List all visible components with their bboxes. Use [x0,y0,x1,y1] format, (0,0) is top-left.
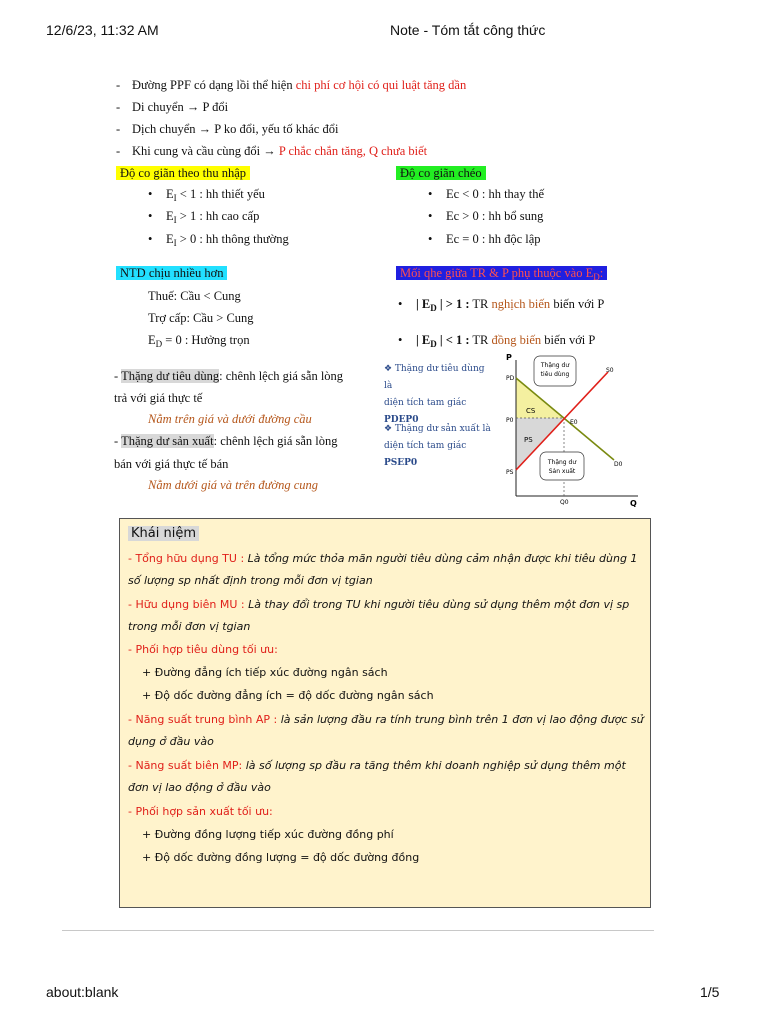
income-elasticity-item: • $E_I > 0$ : hh thông thường [148,232,289,248]
cross-elasticity-item: • Ec > 0 : hh bổ sung [428,209,544,223]
x-axis-label: Q [630,499,637,508]
income-elasticity-title: Độ co giãn theo thu nhập [116,165,250,181]
concept-line: + Đường đẳng ích tiếp xúc đường ngân sách [142,666,388,679]
label-p0: P0 [506,417,514,424]
print-datetime: 12/6/23, 11:32 AM [46,22,159,38]
label-pd: PD [506,375,515,382]
consumer-surplus-def: - Thặng dư tiêu dùng: chênh lệch giá sẵn lòng [114,369,344,383]
producer-surplus-def-cont: bán với giá thực tế bán [114,457,229,471]
cs-area-label: CS [526,407,536,415]
concept-line: + Đường đồng lượng tiếp xúc đường đồng phí [142,828,394,841]
concept-line: số lượng sp nhất định trong mỗi đơn vị tgian [128,574,373,587]
label-q0: Q0 [560,499,569,506]
cross-elasticity-title: Độ co giãn chéo [396,165,486,181]
page-divider [62,930,654,931]
label-d0: D0 [614,461,623,468]
concept-line: - Phối hợp sản xuất tối ưu: [128,805,273,818]
bullet-movement: - Di chuyển → P đổi [116,100,229,114]
footer-url: about:blank [46,984,119,1000]
consumer-surplus-def-cont: trả với giá thực tế [114,391,203,405]
concepts-box [119,518,651,908]
concept-line: - Phối hợp tiêu dùng tối ưu: [128,643,278,656]
tax-burden-title: NTD chịu nhiều hơn [116,265,227,281]
concept-line: dụng ở đầu vào [128,735,214,748]
concept-line: - Tổng hữu dụng TU : Là tổng mức thỏa mãn người tiêu dùng cảm nhận được khi tiêu dùng 1 [128,552,638,565]
cs-callout-line2: tiêu dùng [540,371,570,378]
concept-line: + Độ dốc đường đồng lượng = độ dốc đường đồng [142,851,420,864]
concept-line: - Hữu dụng biên MU : Là thay đổi trong TU khi người tiêu dùng sử dụng thêm một đơn vị sp [128,598,630,611]
page-title: Note - Tóm tắt công thức [390,22,546,38]
consumer-surplus-note: Nằm trên giá và dưới đường cầu [148,412,312,426]
bullet-ppf: - Đường PPF có dạng lồi thể hiện chi phí cơ hội có qui luật tăng dần [116,78,467,92]
subsidy-line: Trợ cấp: Cầu > Cung [148,311,254,325]
concept-line: + Độ dốc đường đẳng ích = độ dốc đường ngân sách [142,689,434,702]
tr-elastic-item: • | $E_D$ | > 1 : TR nghịch biến biến với P [398,297,605,313]
y-axis-label: P [506,353,512,362]
income-elasticity-item: • $E_I < 1$ : hh thiết yếu [148,187,265,203]
producer-surplus-note: Nằm dưới giá và trên đường cung [148,478,319,492]
label-e0: E0 [570,419,578,426]
tax-line: Thuế: Cầu < Cung [148,289,241,303]
tr-relation-title: Mối qhe giữa TR & P phụ thuộc vào $E_D$: [396,265,607,285]
tr-inelastic-item: • | $E_D$ | < 1 : TR đồng biến biến với P [398,333,596,349]
label-ps: PS [506,469,514,476]
cs-callout-line1: Thặng dư [540,362,570,369]
concept-line: - Năng suất trung bình AP : là sản lượng đầu ra tính trung bình trên 1 đơn vị lao động được sử [128,713,644,726]
bullet-both-change: - Khi cung và cầu cùng đổi → P chắc chắn tăng, Q chưa biết [116,144,428,158]
ps-explanation: ❖ Thặng dư sản xuất là diện tích tam giác PSEP0 [384,424,491,468]
ps-callout-line1: Thặng dư [547,459,577,466]
cross-elasticity-item: • Ec < 0 : hh thay thế [428,187,544,201]
bullet-shift: - Dịch chuyển → P ko đổi, yếu tố khác đổi [116,122,339,136]
income-elasticity-item: • $E_I > 1$ : hh cao cấp [148,209,260,225]
ps-callout-line2: Sản xuất [548,468,576,475]
page-number: 1/5 [700,984,720,1000]
ps-callout [540,452,584,480]
label-s0: S0 [606,367,614,374]
concept-line: đơn vị lao động ở đầu vào [128,781,271,794]
ps-area-label: PS [524,436,533,444]
concept-line: - Năng suất biên MP: là số lượng sp đầu ra tăng thêm khi doanh nghiệp sử dụng thêm một [128,759,626,772]
concept-line: trong mỗi đơn vị tgian [128,620,251,633]
producer-surplus-def: - Thặng dư sản xuất: chênh lệch giá sẵn lòng [114,434,338,448]
cross-elasticity-item: • Ec = 0 : hh độc lập [428,232,541,246]
surplus-diagram [502,352,642,512]
ed-zero-line: $E_D = 0$ : Hưởng trọn [148,333,250,349]
concepts-title: Khái niệm [128,523,644,545]
cs-explanation: ❖ Thặng dư tiêu dùng là diện tích tam giác PDEP0 [384,364,485,425]
